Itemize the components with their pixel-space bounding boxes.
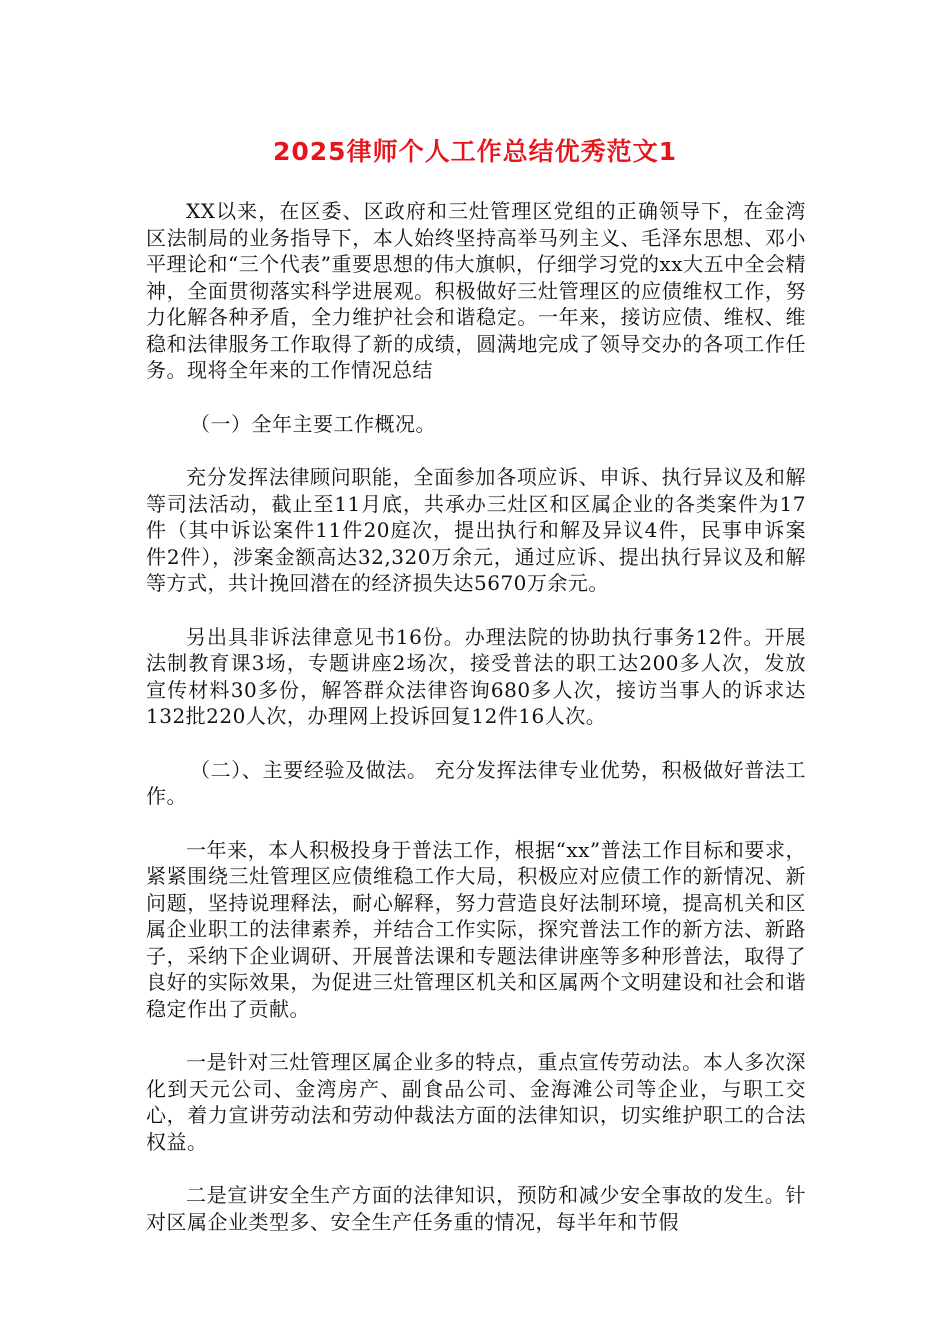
paragraph-labor-law: 一是针对三灶管理区属企业多的特点，重点宣传劳动法。本人多次深化到天元公司、金湾房产、副食品公司、金海滩公司等企业，与职工交心，着力宣讲劳动法和劳动仲裁法方面的法律知识，切实维护职工的合法权益。 xyxy=(146,1050,806,1154)
paragraph-additional-work: 另出具非诉法律意见书16份。办理法院的协助执行事务12件。开展法制教育课3场，专题讲座2场次，接受普法的职工达200多人次，发放宣传材料30多份，解答群众法律咨询680多人次，接访当事人的诉求达132批220人次，办理网上投诉回复12件16人次。 xyxy=(146,624,806,728)
paragraph-overview: 充分发挥法律顾问职能，全面参加各项应诉、申诉、执行异议及和解等司法活动，截止至11月底，共承办三灶区和区属企业的各类案件为17件（其中诉讼案件11件20庭次，提出执行和解及异议4件，民事申诉案件2件），涉案金额高达32,320万余元，通过应诉、提出执行异议及和解等方式，共计挽回潜在的经济损失达5670万余元。 xyxy=(146,465,806,595)
paragraph-legal-education: 一年来，本人积极投身于普法工作，根据“xx”普法工作目标和要求，紧紧围绕三灶管理区应债维稳工作大局，积极应对应债工作的新情况、新问题，坚持说理释法，耐心解释，努力营造良好法制环境，提高机关和区属企业职工的法律素养，并结合工作实际，探究普法工作的新方法、新路子，采纳下企业调研、开展普法课和专题法律讲座等多种形普法，取得了良好的实际效果，为促进三灶管理区机关和区属两个文明建设和社会和谐稳定作出了贡献。 xyxy=(146,837,806,1021)
section-heading-1: （一）全年主要工作概况。 xyxy=(190,411,436,436)
document-title: 2025律师个人工作总结优秀范文1 xyxy=(273,137,677,166)
document-body xyxy=(146,198,806,1262)
paragraph-safety-law: 二是宣讲安全生产方面的法律知识，预防和减少安全事故的发生。针对区属企业类型多、安全生产任务重的情况，每半年和节假 xyxy=(146,1183,806,1234)
section-heading-2: （二）、主要经验及做法。 充分发挥法律专业优势，积极做好普法工作。 xyxy=(146,757,806,808)
paragraph-intro: XX以来，在区委、区政府和三灶管理区党组的正确领导下，在金湾区法制局的业务指导下，本人始终坚持高举马列主义、毛泽东思想、邓小平理论和“三个代表”重要思想的伟大旗帜，仔细学习党的xx大五中全会精神，全面贯彻落实科学进展观。积极做好三灶管理区的应债维权工作，努力化解各种矛盾，全力维护社会和谐稳定。一年来，接访应债、维权、维稳和法律服务工作取得了新的成绩，圆满地完成了领导交办的各项工作任务。现将全年来的工作情况总结 xyxy=(146,199,807,382)
